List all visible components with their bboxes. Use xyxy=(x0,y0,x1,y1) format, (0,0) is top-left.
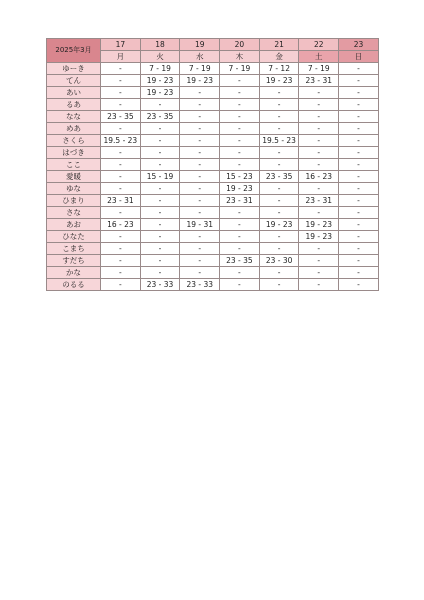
shift-cell: - xyxy=(339,278,379,290)
shift-cell: - xyxy=(220,242,260,254)
shift-cell: - xyxy=(101,86,141,98)
shift-cell: 19 - 31 xyxy=(180,218,220,230)
shift-cell: 19 - 23 xyxy=(299,230,339,242)
shift-cell: - xyxy=(180,242,220,254)
shift-cell: - xyxy=(180,134,220,146)
shift-cell: - xyxy=(180,230,220,242)
shift-cell: - xyxy=(299,122,339,134)
shift-cell: - xyxy=(339,206,379,218)
shift-cell: 23 - 31 xyxy=(299,74,339,86)
shift-cell: - xyxy=(339,146,379,158)
staff-name: るあ xyxy=(47,98,101,110)
shift-cell: 16 - 23 xyxy=(299,170,339,182)
shift-cell: - xyxy=(180,266,220,278)
shift-cell: - xyxy=(180,122,220,134)
shift-cell: - xyxy=(259,194,299,206)
staff-name: すだち xyxy=(47,254,101,266)
shift-cell: - xyxy=(220,86,260,98)
shift-cell: - xyxy=(339,266,379,278)
table-row xyxy=(47,230,379,242)
table-row xyxy=(47,266,379,278)
shift-cell: - xyxy=(101,266,141,278)
table-row xyxy=(47,170,379,182)
staff-name: てん xyxy=(47,74,101,86)
shift-cell: - xyxy=(101,278,141,290)
shift-cell: - xyxy=(299,158,339,170)
shift-cell: - xyxy=(140,242,180,254)
staff-name: 愛暖 xyxy=(47,170,101,182)
shift-cell: - xyxy=(140,158,180,170)
shift-cell: - xyxy=(180,98,220,110)
day-date: 20 xyxy=(220,39,260,51)
shift-cell: - xyxy=(259,182,299,194)
shift-cell: - xyxy=(299,242,339,254)
shift-cell: - xyxy=(101,158,141,170)
shift-cell: 23 - 31 xyxy=(299,194,339,206)
shift-cell: 23 - 35 xyxy=(140,110,180,122)
day-weekday: 金 xyxy=(259,50,299,62)
shift-cell: - xyxy=(220,122,260,134)
shift-cell: - xyxy=(101,206,141,218)
shift-cell: - xyxy=(259,146,299,158)
shift-cell: 15 - 19 xyxy=(140,170,180,182)
shift-cell: - xyxy=(180,194,220,206)
table-row xyxy=(47,62,379,74)
shift-cell: - xyxy=(220,74,260,86)
shift-cell: - xyxy=(299,278,339,290)
day-date: 23 xyxy=(339,39,379,51)
shift-cell: - xyxy=(259,86,299,98)
month-label: 2025年3月 xyxy=(47,39,101,63)
shift-cell: 19 - 23 xyxy=(299,218,339,230)
shift-cell: - xyxy=(339,122,379,134)
shift-cell: - xyxy=(259,278,299,290)
shift-cell: - xyxy=(140,266,180,278)
day-date: 21 xyxy=(259,39,299,51)
shift-cell: 19 - 23 xyxy=(220,182,260,194)
shift-cell: - xyxy=(101,74,141,86)
shift-cell: - xyxy=(220,146,260,158)
day-weekday: 日 xyxy=(339,50,379,62)
shift-cell: - xyxy=(180,170,220,182)
shift-cell: - xyxy=(101,170,141,182)
staff-name: こまち xyxy=(47,242,101,254)
shift-cell: - xyxy=(140,182,180,194)
shift-cell: 19 - 23 xyxy=(180,74,220,86)
shift-cell: - xyxy=(259,98,299,110)
staff-name: ゆーき xyxy=(47,62,101,74)
shift-cell: 23 - 35 xyxy=(101,110,141,122)
shift-cell: 7 - 19 xyxy=(299,62,339,74)
shift-cell: - xyxy=(259,230,299,242)
table-row xyxy=(47,182,379,194)
day-date: 19 xyxy=(180,39,220,51)
shift-cell: - xyxy=(140,134,180,146)
shift-cell: 19 - 23 xyxy=(140,74,180,86)
shift-cell: 23 - 30 xyxy=(259,254,299,266)
shift-cell: - xyxy=(140,254,180,266)
table-row xyxy=(47,158,379,170)
day-weekday: 火 xyxy=(140,50,180,62)
shift-cell: - xyxy=(180,86,220,98)
shift-cell: 7 - 12 xyxy=(259,62,299,74)
shift-cell: - xyxy=(180,182,220,194)
shift-cell: - xyxy=(140,122,180,134)
shift-cell: - xyxy=(339,98,379,110)
staff-name: ここ xyxy=(47,158,101,170)
shift-cell: - xyxy=(180,254,220,266)
shift-cell: - xyxy=(339,254,379,266)
shift-cell: 7 - 19 xyxy=(140,62,180,74)
shift-cell: - xyxy=(259,158,299,170)
shift-cell: - xyxy=(101,242,141,254)
shift-cell: - xyxy=(299,134,339,146)
staff-name: あい xyxy=(47,86,101,98)
shift-cell: 23 - 35 xyxy=(259,170,299,182)
table-row xyxy=(47,122,379,134)
staff-name: かな xyxy=(47,266,101,278)
shift-cell: - xyxy=(220,158,260,170)
shift-cell: 19.5 - 23 xyxy=(259,134,299,146)
shift-cell: - xyxy=(299,86,339,98)
shift-cell: 23 - 33 xyxy=(140,278,180,290)
shift-cell: - xyxy=(140,230,180,242)
table-row xyxy=(47,242,379,254)
staff-name: のるる xyxy=(47,278,101,290)
shift-cell: - xyxy=(339,242,379,254)
staff-name: さくら xyxy=(47,134,101,146)
shift-cell: - xyxy=(101,146,141,158)
staff-name: さな xyxy=(47,206,101,218)
shift-cell: 15 - 23 xyxy=(220,170,260,182)
shift-cell: - xyxy=(140,98,180,110)
shift-cell: - xyxy=(339,110,379,122)
shift-cell: - xyxy=(339,170,379,182)
day-weekday: 土 xyxy=(299,50,339,62)
table-row xyxy=(47,98,379,110)
shift-cell: 19.5 - 23 xyxy=(101,134,141,146)
staff-name: ひなた xyxy=(47,230,101,242)
shift-cell: - xyxy=(339,74,379,86)
shift-cell: - xyxy=(299,110,339,122)
shift-cell: 19 - 23 xyxy=(259,74,299,86)
shift-cell: - xyxy=(259,266,299,278)
staff-name: はづき xyxy=(47,146,101,158)
shift-cell: - xyxy=(220,206,260,218)
shift-cell: - xyxy=(220,98,260,110)
shift-cell: - xyxy=(220,266,260,278)
shift-cell: - xyxy=(259,206,299,218)
table-row xyxy=(47,146,379,158)
shift-cell: - xyxy=(299,146,339,158)
table-row xyxy=(47,254,379,266)
shift-cell: - xyxy=(339,218,379,230)
day-date: 18 xyxy=(140,39,180,51)
shift-cell: - xyxy=(180,158,220,170)
shift-cell: - xyxy=(220,278,260,290)
shift-cell: - xyxy=(339,158,379,170)
shift-cell: 19 - 23 xyxy=(259,218,299,230)
shift-cell: - xyxy=(101,182,141,194)
table-row xyxy=(47,194,379,206)
table-row xyxy=(47,74,379,86)
shift-cell: 23 - 31 xyxy=(101,194,141,206)
shift-cell: - xyxy=(140,146,180,158)
shift-cell: 19 - 23 xyxy=(140,86,180,98)
staff-name: ひまり xyxy=(47,194,101,206)
shift-cell: - xyxy=(339,230,379,242)
shift-cell: 7 - 19 xyxy=(180,62,220,74)
shift-cell: 23 - 33 xyxy=(180,278,220,290)
shift-cell: - xyxy=(299,206,339,218)
shift-cell: 23 - 31 xyxy=(220,194,260,206)
shift-cell: - xyxy=(339,86,379,98)
table-row xyxy=(47,278,379,290)
shift-cell: - xyxy=(180,146,220,158)
shift-cell: 7 - 19 xyxy=(220,62,260,74)
staff-name: ゆな xyxy=(47,182,101,194)
shift-cell: - xyxy=(339,134,379,146)
shift-cell: - xyxy=(220,110,260,122)
table-row xyxy=(47,134,379,146)
table-row xyxy=(47,218,379,230)
shift-cell: - xyxy=(339,182,379,194)
shift-cell: - xyxy=(220,134,260,146)
shift-cell: 16 - 23 xyxy=(101,218,141,230)
shift-cell: 23 - 35 xyxy=(220,254,260,266)
shift-cell: - xyxy=(140,206,180,218)
shift-cell: - xyxy=(339,62,379,74)
shift-cell: - xyxy=(180,206,220,218)
staff-name: めあ xyxy=(47,122,101,134)
table-row xyxy=(47,86,379,98)
shift-cell: - xyxy=(339,194,379,206)
shift-cell: - xyxy=(180,110,220,122)
shift-cell: - xyxy=(101,230,141,242)
table-row xyxy=(47,206,379,218)
schedule-header xyxy=(47,39,379,63)
shift-cell: - xyxy=(259,122,299,134)
shift-cell: - xyxy=(259,110,299,122)
table-row xyxy=(47,110,379,122)
shift-cell: - xyxy=(299,254,339,266)
shift-cell: - xyxy=(101,62,141,74)
day-date: 17 xyxy=(101,39,141,51)
day-weekday: 水 xyxy=(180,50,220,62)
day-weekday: 月 xyxy=(101,50,141,62)
shift-cell: - xyxy=(299,98,339,110)
staff-name: なな xyxy=(47,110,101,122)
shift-cell: - xyxy=(220,230,260,242)
shift-cell: - xyxy=(299,182,339,194)
schedule-body xyxy=(47,62,379,290)
day-date: 22 xyxy=(299,39,339,51)
shift-cell: - xyxy=(101,122,141,134)
day-weekday: 木 xyxy=(220,50,260,62)
shift-schedule-table xyxy=(46,38,379,291)
shift-cell: - xyxy=(299,266,339,278)
shift-cell: - xyxy=(140,218,180,230)
shift-cell: - xyxy=(101,98,141,110)
shift-cell: - xyxy=(101,254,141,266)
staff-name: あお xyxy=(47,218,101,230)
shift-cell: - xyxy=(140,194,180,206)
shift-cell: - xyxy=(220,218,260,230)
shift-cell: - xyxy=(259,242,299,254)
